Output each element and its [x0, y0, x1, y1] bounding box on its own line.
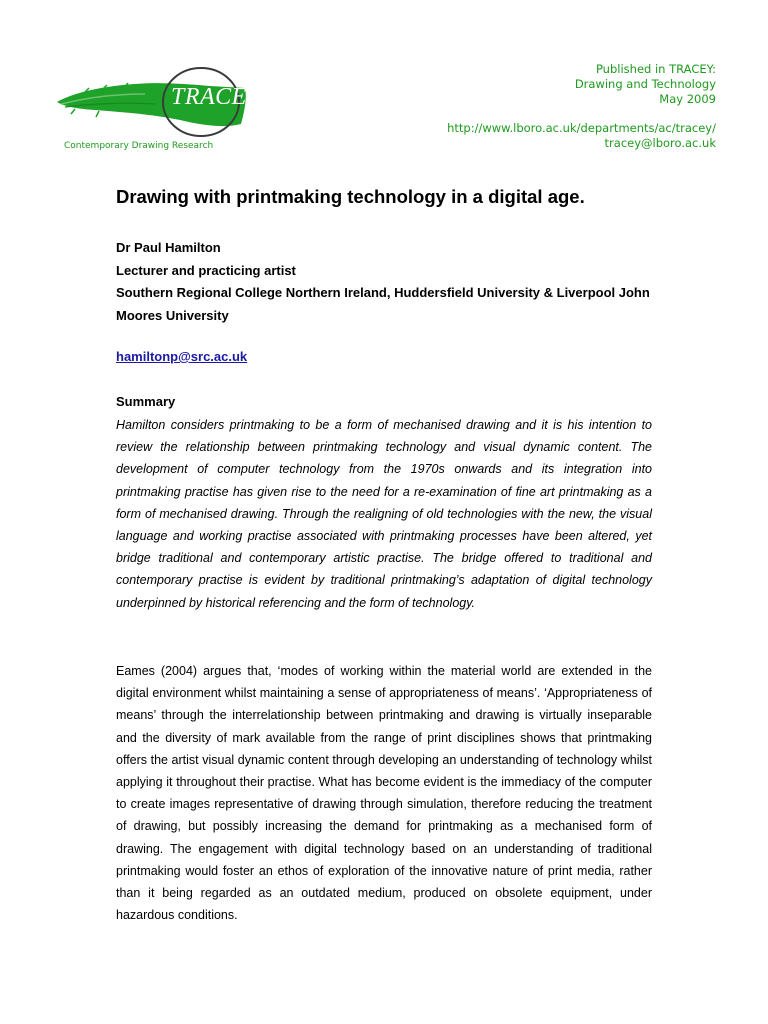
author-affiliation: Southern Regional College Northern Ireland, Huddersfield University & Liverpool John Moores University	[116, 285, 650, 323]
journal-url-link[interactable]: http://www.lboro.ac.uk/departments/ac/tracey/	[447, 121, 716, 135]
published-line: Published in TRACEY:	[595, 62, 716, 76]
author-email-link[interactable]: hamiltonp@src.ac.uk	[116, 349, 248, 364]
author-role: Lecturer and practicing artist	[116, 262, 296, 278]
journal-email-link[interactable]: tracey@lboro.ac.uk	[604, 136, 716, 150]
body-paragraph: Eames (2004) argues that, ‘modes of working within the material world are extended in the digital environment whilst maintaining a sense of appropriateness of means’. ‘Appropriateness of means’ through the interrelationship between printmaking and drawing is virtually inseparable and the diversity of mark available from the range of print disciplines shows that printmaking offers the artist visual dynamic content through developing an understanding of technology whilst applying it throughout their practise. What has become evident is the immediacy of the computer to create images representative of drawing through simulation, therefore reducing the treatment of drawing, but possibly increasing the demand for printmaking as a mechanised form of drawing. The engagement with digital technology based on an understanding of traditional printmaking would foster an ethos of exploration of the innovative nature of print media, rather than it being regarded as an outdated medium, produced on obsolete equipment, under hazardous conditions.	[116, 664, 652, 923]
logo-wordmark: TRACEY	[171, 84, 261, 110]
tracey-logo	[55, 62, 261, 142]
issue-theme: Drawing and Technology	[574, 77, 716, 91]
summary-heading: Summary	[116, 394, 176, 409]
summary-text: Hamilton considers printmaking to be a form of mechanised drawing and it is his intention to review the relationship between printmaking technology and visual dynamic content. The development of computer technology from the 1970s onwards and its integration into printmaking practise has given rise to the need for a re-examination of fine art printmaking as a form of mechanised drawing. Through the realigning of old technologies with the new, the visual language and working practise associated with printmaking processes have been altered, yet bridge traditional and contemporary artistic practise. The bridge offered to traditional and contemporary practise is evident by traditional printmaking’s adaptation of digital technology underpinned by historical referencing and the form of technology.	[116, 418, 652, 610]
article-title: Drawing with printmaking technology in a digital age.	[116, 186, 585, 207]
logo-tagline: Contemporary Drawing Research	[64, 141, 214, 151]
author-name: Dr Paul Hamilton	[116, 240, 221, 255]
author-block	[116, 237, 656, 327]
publication-info	[447, 62, 716, 151]
issue-date: May 2009	[659, 92, 716, 106]
